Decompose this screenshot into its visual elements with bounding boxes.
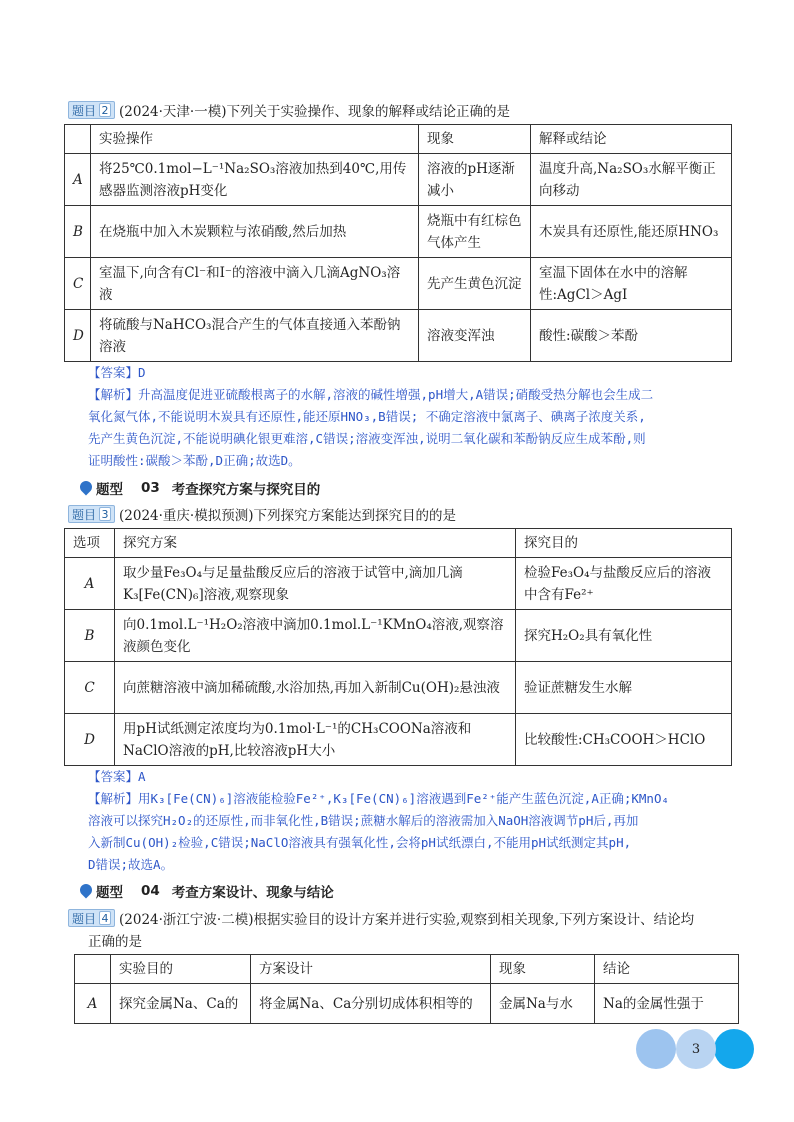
pin-icon [80,884,92,898]
question-3-table [64,528,732,766]
question-3-stem: 题目 3 (2024·重庆·模拟预测)下列探究方案能达到探究目的的是 [68,504,456,524]
table-header: 选项 [65,529,115,558]
question-4-table [74,954,739,1024]
table-row: B 在烧瓶中加入木炭颗粒与浓硝酸,然后加热 烧瓶中有红棕色气体产生 木炭具有还原性,能还原HNO₃ [65,206,732,258]
question-4-stem: 题目 4 (2024·浙江宁波·二模)根据实验目的设计方案并进行实验,观察到相关现象,下列方案设计、结论均 [68,908,694,928]
question-2-stem: 题目 2 (2024·天津·一模)下列关于实验操作、现象的解释或结论正确的是 [68,100,510,120]
table-header: 结论 [595,955,739,984]
table-header: 现象 [419,125,531,154]
table-row: A 取少量Fe₃O₄与足量盐酸反应后的溶液于试管中,滴加几滴K₃[Fe(CN)₆]溶液,观察现象 检验Fe₃O₄与盐酸反应后的溶液中含有Fe²⁺ [65,558,732,610]
page-number-badge [636,1029,754,1069]
table-header: 方案设计 [251,955,491,984]
table-row: B 向0.1mol.L⁻¹H₂O₂溶液中滴加0.1mol.L⁻¹KMnO₄溶液,观察溶液颜色变化 探究H₂O₂具有氧化性 [65,610,732,662]
question-tag: 题目 2 [68,101,115,119]
table-header: 探究方案 [115,529,516,558]
table-row: A 探究金属Na、Ca的 将金属Na、Ca分别切成体积相等的 金属Na与水 Na的金属性强于 [75,984,739,1024]
table-row: C 室温下,向含有Cl⁻和I⁻的溶液中滴入几滴AgNO₃溶液 先产生黄色沉淀 室温下固体在水中的溶解性:AgCl＞AgI [65,258,732,310]
table-header: 现象 [491,955,595,984]
question-tag: 题目 4 [68,909,115,927]
question-2-answer: 【答案】D 【解析】升高温度促进亚硫酸根离子的水解,溶液的碱性增强,pH增大,A错误;硝酸受热分解也会生成二 氧化氮气体,不能说明木炭具有还原性,能还原HNO₃,B错误; 不确定溶液中氯离子、碘离子浓度关系, 先产生黄色沉淀,不能说明碘化银更难溶,C错误;溶液变浑浊,说明二氧化碳和苯酚钠反应生成苯酚,则 证明酸性:碳酸＞苯酚,D正确;故选D。 [88,365,654,468]
table-header: 实验目的 [111,955,251,984]
table-header: 探究目的 [516,529,732,558]
question-2-table [64,124,732,362]
pin-icon [80,481,92,495]
question-4-stem-continued: 正确的是 [88,934,142,950]
section-heading-04: 题型 04 考查方案设计、现象与结论 [80,881,334,901]
table-row: A 将25℃0.1mol−L⁻¹Na₂SO₃溶液加热到40℃,用传感器监测溶液pH变化 溶液的pH逐渐减小 温度升高,Na₂SO₃水解平衡正向移动 [65,154,732,206]
section-heading-03: 题型 03 考查探究方案与探究目的 [80,478,320,498]
question-3-answer: 【答案】A 【解析】用K₃[Fe(CN)₆]溶液能检验Fe²⁺,K₃[Fe(CN)₆]溶液遇到Fe²⁺能产生蓝色沉淀,A正确;KMnO₄ 溶液可以探究H₂O₂的还原性,而非氧化性,B错误;蔗糖水解后的溶液需加入NaOH溶液调节pH后,再加 入新制Cu(OH)₂检验,C错误;NaClO溶液具有强氧化性,会将pH试纸漂白,不能用pH试纸测定其pH, D错误;故选A。 [88,769,670,872]
table-row: D 将硫酸与NaHCO₃混合产生的气体直接通入苯酚钠溶液 溶液变浑浊 酸性:碳酸＞苯酚 [65,310,732,362]
page-number: 3 [676,1029,716,1069]
table-header: 解释或结论 [531,125,732,154]
table-row: C 向蔗糖溶液中滴加稀硫酸,水浴加热,再加入新制Cu(OH)₂悬浊液 验证蔗糖发生水解 [65,662,732,714]
table-row: D 用pH试纸测定浓度均为0.1mol·L⁻¹的CH₃COONa溶液和NaClO溶液的pH,比较溶液pH大小 比较酸性:CH₃COOH＞HClO [65,714,732,766]
question-tag: 题目 3 [68,505,115,523]
table-header: 实验操作 [91,125,419,154]
